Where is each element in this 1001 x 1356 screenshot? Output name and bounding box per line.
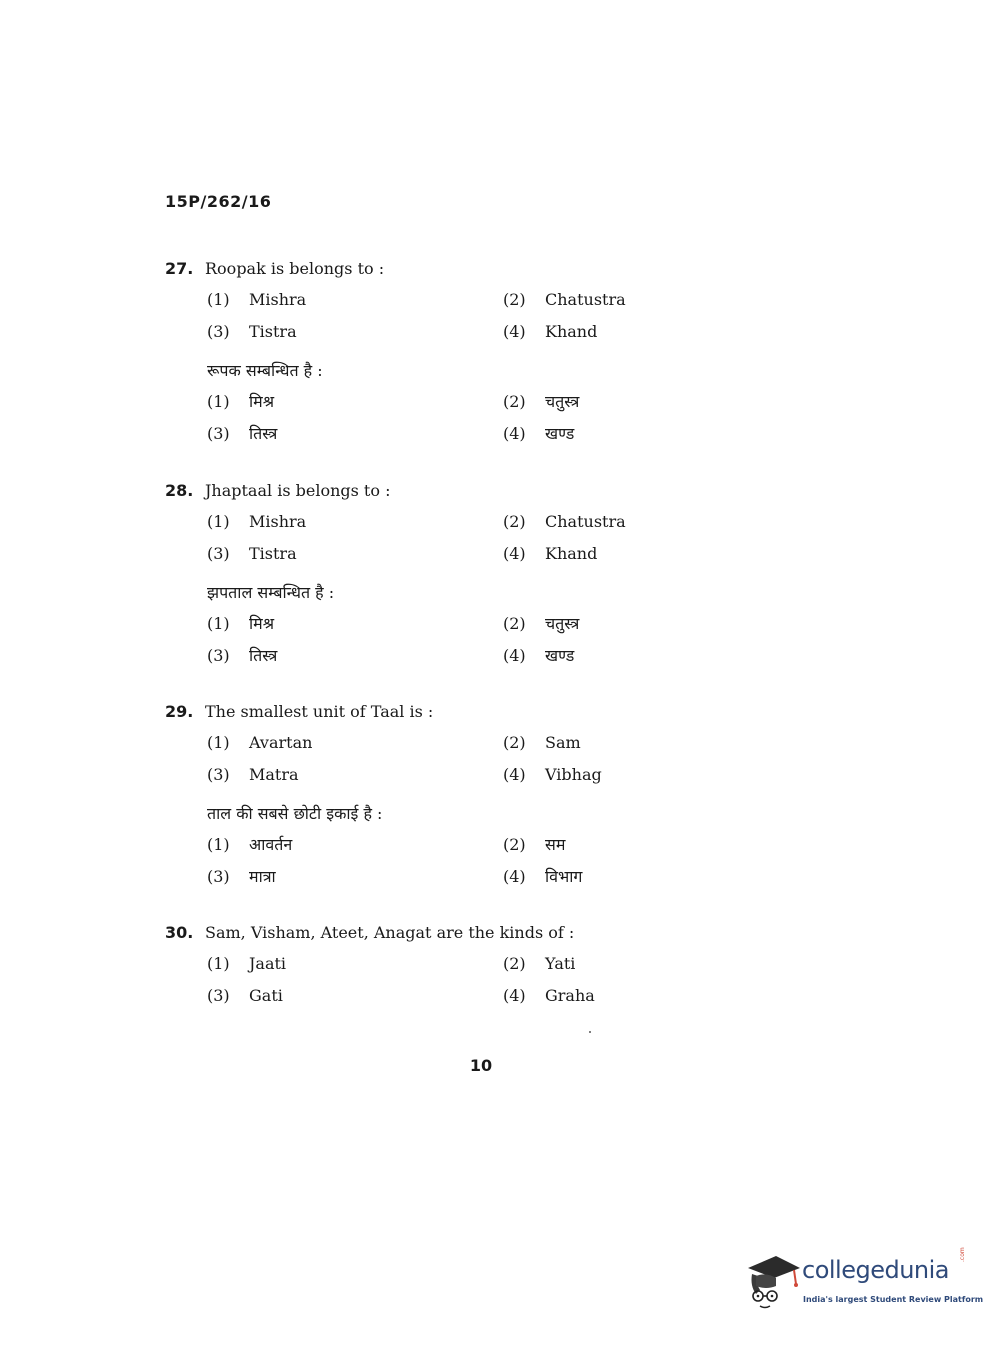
page-number: 10 (469, 1056, 493, 1075)
option-3 (207, 980, 283, 1012)
option-label: Sam (545, 733, 581, 752)
option-number: (2) (503, 733, 526, 752)
option-label: चतुस्त्र (545, 392, 580, 411)
option-label: मात्रा (249, 867, 276, 886)
option-1 (207, 727, 312, 759)
option-number: (4) (503, 424, 526, 443)
option-number: (3) (207, 867, 230, 886)
option-row-hindi (165, 608, 685, 640)
option-label: Tistra (249, 322, 297, 341)
option-number: (1) (207, 512, 230, 531)
option-4-hindi (503, 418, 574, 450)
option-4-hindi (503, 861, 582, 893)
option-2 (503, 948, 575, 980)
question-number: 30. (165, 923, 194, 942)
stray-mark (589, 1031, 591, 1033)
option-label: Chatustra (545, 512, 626, 531)
question-stem (165, 922, 685, 944)
question-text-hindi: झपताल सम्बन्धित है : (207, 583, 335, 602)
option-1 (207, 284, 306, 316)
option-number: (3) (207, 424, 230, 443)
option-number: (4) (503, 765, 526, 784)
option-label: तिस्त्र (249, 424, 278, 443)
option-label: Yati (545, 954, 576, 973)
option-4 (503, 980, 595, 1012)
option-number: (1) (207, 733, 230, 752)
paper-code: 15P/262/16 (165, 192, 272, 211)
option-label: Chatustra (545, 290, 626, 309)
question-text-hindi: ताल की सबसे छोटी इकाई है : (207, 804, 383, 823)
option-number: (2) (503, 392, 526, 411)
option-1-hindi (207, 608, 274, 640)
option-label: Gati (249, 986, 283, 1005)
option-4-hindi (503, 640, 574, 672)
option-row (165, 316, 685, 348)
question-number: 29. (165, 702, 194, 721)
option-label: Tistra (249, 544, 297, 563)
option-row-hindi (165, 418, 685, 450)
option-row (165, 948, 685, 980)
option-1-hindi (207, 386, 274, 418)
option-2 (503, 506, 626, 538)
option-number: (4) (503, 322, 526, 341)
option-number: (2) (503, 835, 526, 854)
option-row (165, 538, 685, 570)
question-text-hindi: रूपक सम्बन्धित है : (207, 361, 323, 380)
option-number: (2) (503, 512, 526, 531)
option-label: Khand (545, 544, 598, 563)
option-label: खण्ड (545, 424, 575, 443)
option-label: Graha (545, 986, 595, 1005)
option-number: (3) (207, 765, 230, 784)
option-number: (1) (207, 954, 230, 973)
question-text: Roopak is belongs to : (205, 259, 385, 278)
option-row-hindi (165, 640, 685, 672)
question-27 (165, 258, 685, 450)
option-label: विभाग (545, 867, 583, 886)
option-label: Khand (545, 322, 598, 341)
option-row-hindi (165, 386, 685, 418)
option-label: चतुस्त्र (545, 614, 580, 633)
option-number: (1) (207, 392, 230, 411)
option-row (165, 759, 685, 791)
option-label: Avartan (249, 733, 313, 752)
option-label: सम (545, 835, 566, 854)
option-1 (207, 948, 286, 980)
option-3 (207, 538, 297, 570)
question-30 (165, 922, 685, 1012)
option-label: Vibhag (545, 765, 602, 784)
question-number: 28. (165, 481, 194, 500)
option-label: Mishra (249, 512, 307, 531)
option-label: मिश्र (249, 614, 275, 633)
option-1 (207, 506, 306, 538)
option-label: Mishra (249, 290, 307, 309)
option-row (165, 506, 685, 538)
question-stem (165, 258, 685, 280)
option-label: आवर्तन (249, 835, 293, 854)
option-row-hindi (165, 829, 685, 861)
question-29 (165, 701, 685, 893)
option-number: (4) (503, 544, 526, 563)
option-row-hindi (165, 861, 685, 893)
option-number: (3) (207, 646, 230, 665)
option-number: (4) (503, 986, 526, 1005)
option-number: (1) (207, 614, 230, 633)
question-text: Sam, Visham, Ateet, Anagat are the kinds of : (205, 923, 575, 942)
option-row (165, 284, 685, 316)
option-2 (503, 727, 581, 759)
option-number: (2) (503, 614, 526, 633)
option-row (165, 980, 685, 1012)
option-number: (4) (503, 646, 526, 665)
option-number: (3) (207, 544, 230, 563)
option-label: तिस्त्र (249, 646, 278, 665)
option-2-hindi (503, 829, 565, 861)
option-2-hindi (503, 386, 579, 418)
option-number: (3) (207, 986, 230, 1005)
option-row (165, 727, 685, 759)
logo-tagline: India's largest Student Review Platform (803, 1295, 984, 1304)
option-label: खण्ड (545, 646, 575, 665)
option-number: (2) (503, 954, 526, 973)
collegedunia-logo (742, 1247, 984, 1316)
option-3 (207, 316, 297, 348)
graduate-mascot-icon (742, 1250, 802, 1310)
option-3-hindi (207, 861, 276, 893)
option-2-hindi (503, 608, 579, 640)
logo-domain-suffix: .com (959, 1247, 966, 1262)
option-number: (2) (503, 290, 526, 309)
question-text: Jhaptaal is belongs to : (205, 481, 391, 500)
question-stem (165, 480, 685, 502)
option-4 (503, 759, 602, 791)
option-number: (1) (207, 835, 230, 854)
option-3-hindi (207, 418, 277, 450)
option-label: मिश्र (249, 392, 275, 411)
option-label: Matra (249, 765, 299, 784)
logo-wordmark: collegedunia (802, 1256, 950, 1284)
option-4 (503, 316, 597, 348)
option-2 (503, 284, 626, 316)
option-4 (503, 538, 597, 570)
question-number: 27. (165, 259, 194, 278)
option-label: Jaati (249, 954, 287, 973)
option-number: (1) (207, 290, 230, 309)
question-text: The smallest unit of Taal is : (205, 702, 434, 721)
option-number: (3) (207, 322, 230, 341)
option-number: (4) (503, 867, 526, 886)
option-1-hindi (207, 829, 292, 861)
option-3-hindi (207, 640, 277, 672)
option-3 (207, 759, 299, 791)
question-stem (165, 701, 685, 723)
question-28 (165, 480, 685, 672)
